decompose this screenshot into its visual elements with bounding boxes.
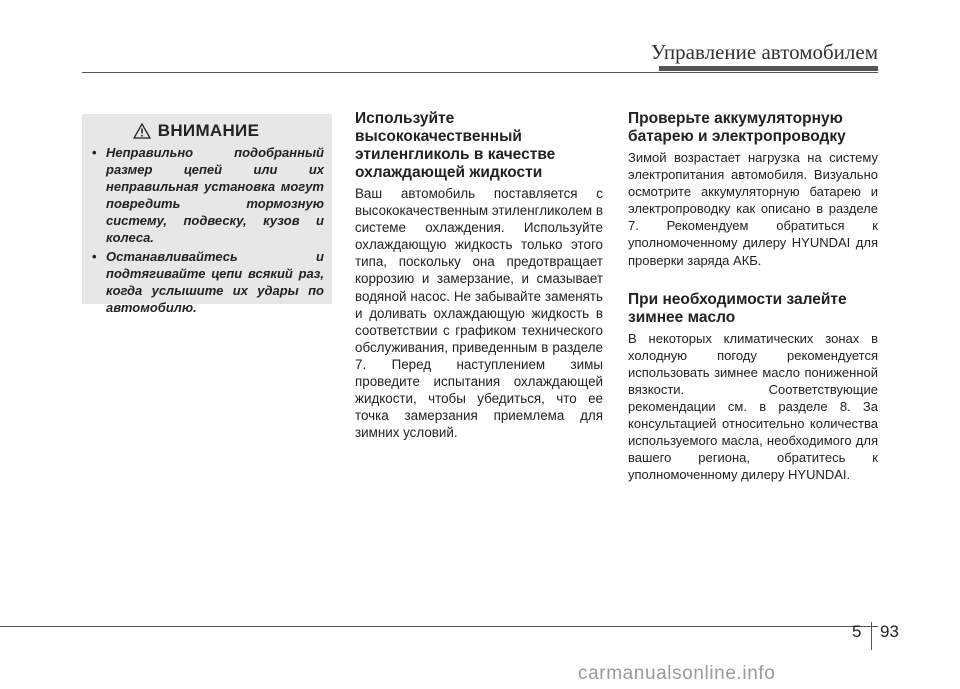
oil-body: В некоторых климатических зонах в холодную погоду рекомендуется использовать зимнее масло пониженной вязкости. Соответствующие рекомендации см. в разделе 8. За консультацией относительно количества используемого масла, необходимого для вашего региона, обратитесь к уполномоченному дилеру HYUNDAI.: [628, 330, 878, 483]
warning-item: [90, 144, 324, 246]
warning-triangle-icon: [133, 123, 151, 139]
coolant-title: Используйте высококачественный этиленгликоль в качестве охлаждающей жидкости: [355, 110, 556, 181]
warning-item-text: Останавливайтесь и подтягивайте цепи всякий раз, когда услышите их удары по автомобилю.: [106, 249, 324, 315]
warning-item: [90, 248, 324, 316]
warning-title: ВНИМАНИЕ: [157, 121, 260, 140]
warning-header: [68, 121, 324, 141]
footer-rule: [0, 626, 878, 627]
page-divider: [871, 622, 872, 650]
chapter-number: 5: [852, 622, 862, 641]
coolant-section: [355, 110, 603, 441]
warning-item-text: Неправильно подобранный размер цепей или их неправильная установка могут повредить тормозную систему, подвеску, кузов и колеса.: [106, 145, 324, 245]
coolant-body: Ваш автомобиль поставляется с высококачественным этиленгликолем в системе охлаждения. Используйте охлаждающую жидкость только этого типа, поскольку она предотвращает коррозию и замерзание, и смазывает водяной насос. Не забывайте заменять и доливать охлаждающую жидкость в соответствии с графиком технического обслуживания, приведенным в разделе 7. Перед наступлением зимы проведите испытания охлаждающей жидкости, чтобы убедиться, что ее точка замерзания приемлема для зимних условий.: [355, 186, 603, 441]
battery-body: Зимой возрастает нагрузка на систему электропитания автомобиля. Визуально осмотрите аккумуляторную батарею и электропроводку как описано в разделе 7. Рекомендуем обратиться к уполномоченному дилеру HYUNDAI для проверки заряда АКБ.: [628, 150, 878, 268]
warning-box: [82, 114, 332, 315]
warning-list: [90, 144, 324, 316]
header-title: Управление автомобилем: [650, 40, 878, 64]
battery-title: Проверьте аккумуляторную батарею и электропроводку: [628, 110, 846, 145]
oil-title: При необходимости залейте зимнее масло: [628, 290, 847, 326]
header-rule-accent: [659, 66, 878, 71]
watermark: carmanualsonline.info: [578, 663, 776, 684]
right-column: [628, 110, 878, 484]
header-rule: [82, 72, 878, 73]
page-number: 93: [880, 622, 899, 641]
bullet: •: [92, 249, 97, 264]
bullet: •: [92, 145, 97, 160]
